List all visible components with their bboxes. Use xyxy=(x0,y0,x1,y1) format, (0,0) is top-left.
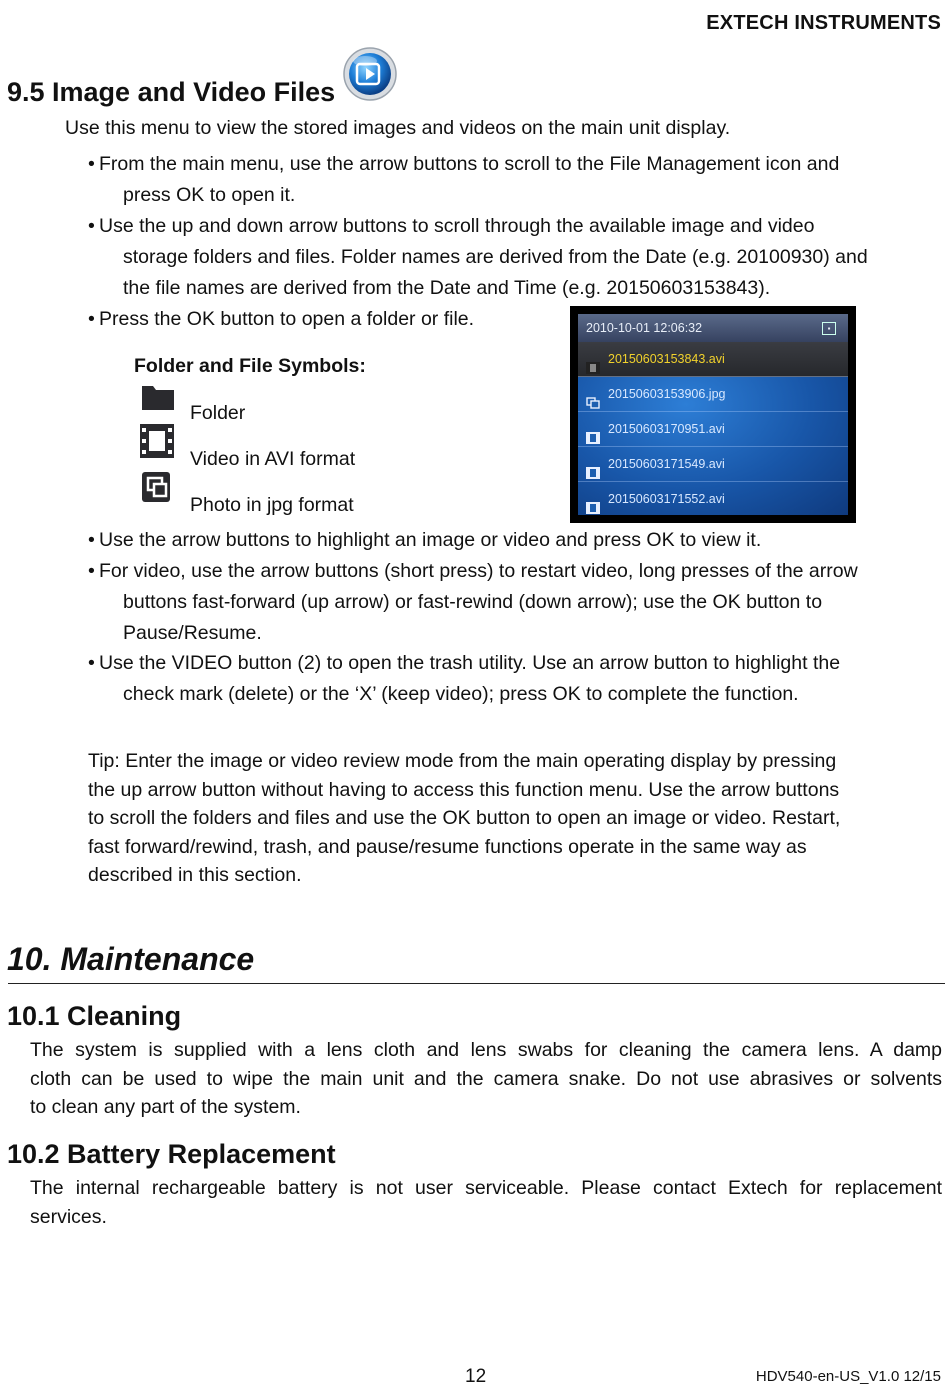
sd-card-icon: ▪ xyxy=(822,322,836,335)
video-film-icon xyxy=(586,353,600,365)
photo-icon xyxy=(586,388,600,400)
document-id: HDV540-en-US_V1.0 12/15 xyxy=(755,1368,941,1385)
file-list-item[interactable]: 20150603171552.avi xyxy=(578,482,848,515)
symbols-heading: Folder and File Symbols: xyxy=(134,355,366,377)
file-list-item[interactable]: 20150603153843.avi xyxy=(578,342,848,377)
section-divider xyxy=(8,983,945,984)
page-number: 12 xyxy=(465,1366,487,1387)
video-film-icon xyxy=(586,423,600,435)
section-title-10-1: 10.1 Cleaning xyxy=(7,1001,182,1031)
device-screen-image xyxy=(570,306,856,523)
battery-paragraph: The internal rechargeable battery is not user serviceable. Please contact Extech for replacement services. xyxy=(30,1177,942,1228)
file-list-item[interactable]: 20150603170951.avi xyxy=(578,412,848,447)
screen-status-bar xyxy=(578,314,848,342)
file-list-item[interactable]: 20150603171549.avi xyxy=(578,447,848,482)
bullet-item: • Use the up and down arrow buttons to scroll through the available image and video storage folders and files. Folder names are derived from the Date (e.g. 20100930) and the file names are derived from the Date and Time (e.g. 20150603153843). xyxy=(88,215,868,299)
bullet-item: • Use the VIDEO button (2) to open the trash utility. Use an arrow button to highlight the check mark (delete) or the ‘X’ (keep video); press OK to complete the function. xyxy=(88,652,841,705)
file-list-item[interactable]: 20150603153906.jpg xyxy=(578,377,848,412)
bullet-item: • For video, use the arrow buttons (short press) to restart video, long presses of the arrow buttons fast-forward (up arrow) or fast-rewind (down arrow); use the OK button to Pause/Resume. xyxy=(88,560,858,644)
bullet-item: • From the main menu, use the arrow buttons to scroll to the File Management icon and press OK to open it. xyxy=(88,153,840,206)
file-management-icon xyxy=(342,46,398,102)
bullet-item: • Press the OK button to open a folder or file. xyxy=(88,308,475,330)
tip-paragraph: Tip: Enter the image or video review mode from the main operating display by pressing the up arrow button without having to access this function menu. Use the arrow buttons to scroll the folders and files and use the OK button to open an image or video. Restart, fast forward/rewind, trash, and pause/resume functions operate in the same way as described in this section. xyxy=(88,750,841,886)
screen-timestamp: 2010-10-01 12:06:32 xyxy=(586,321,703,335)
video-film-icon xyxy=(586,493,600,505)
section-title-9-5: 9.5 Image and Video Files xyxy=(7,77,336,107)
header-brand: EXTECH INSTRUMENTS xyxy=(706,12,941,34)
video-film-icon xyxy=(138,422,176,456)
bullet-item: • Use the arrow buttons to highlight an image or video and press OK to view it. xyxy=(88,529,762,551)
section-title-10-2: 10.2 Battery Replacement xyxy=(7,1139,336,1169)
cleaning-paragraph: The system is supplied with a lens cloth and lens swabs for cleaning the camera lens. A damp cloth can be used to wipe the main unit and the camera snake. Do not use abrasives or solvents to clean any part of the system. xyxy=(30,1039,942,1118)
intro-text: Use this menu to view the stored images and videos on the main unit display. xyxy=(65,117,731,139)
folder-icon xyxy=(138,382,176,416)
section-title-10: 10. Maintenance xyxy=(7,941,255,977)
photo-icon xyxy=(138,470,176,504)
video-film-icon xyxy=(586,458,600,470)
